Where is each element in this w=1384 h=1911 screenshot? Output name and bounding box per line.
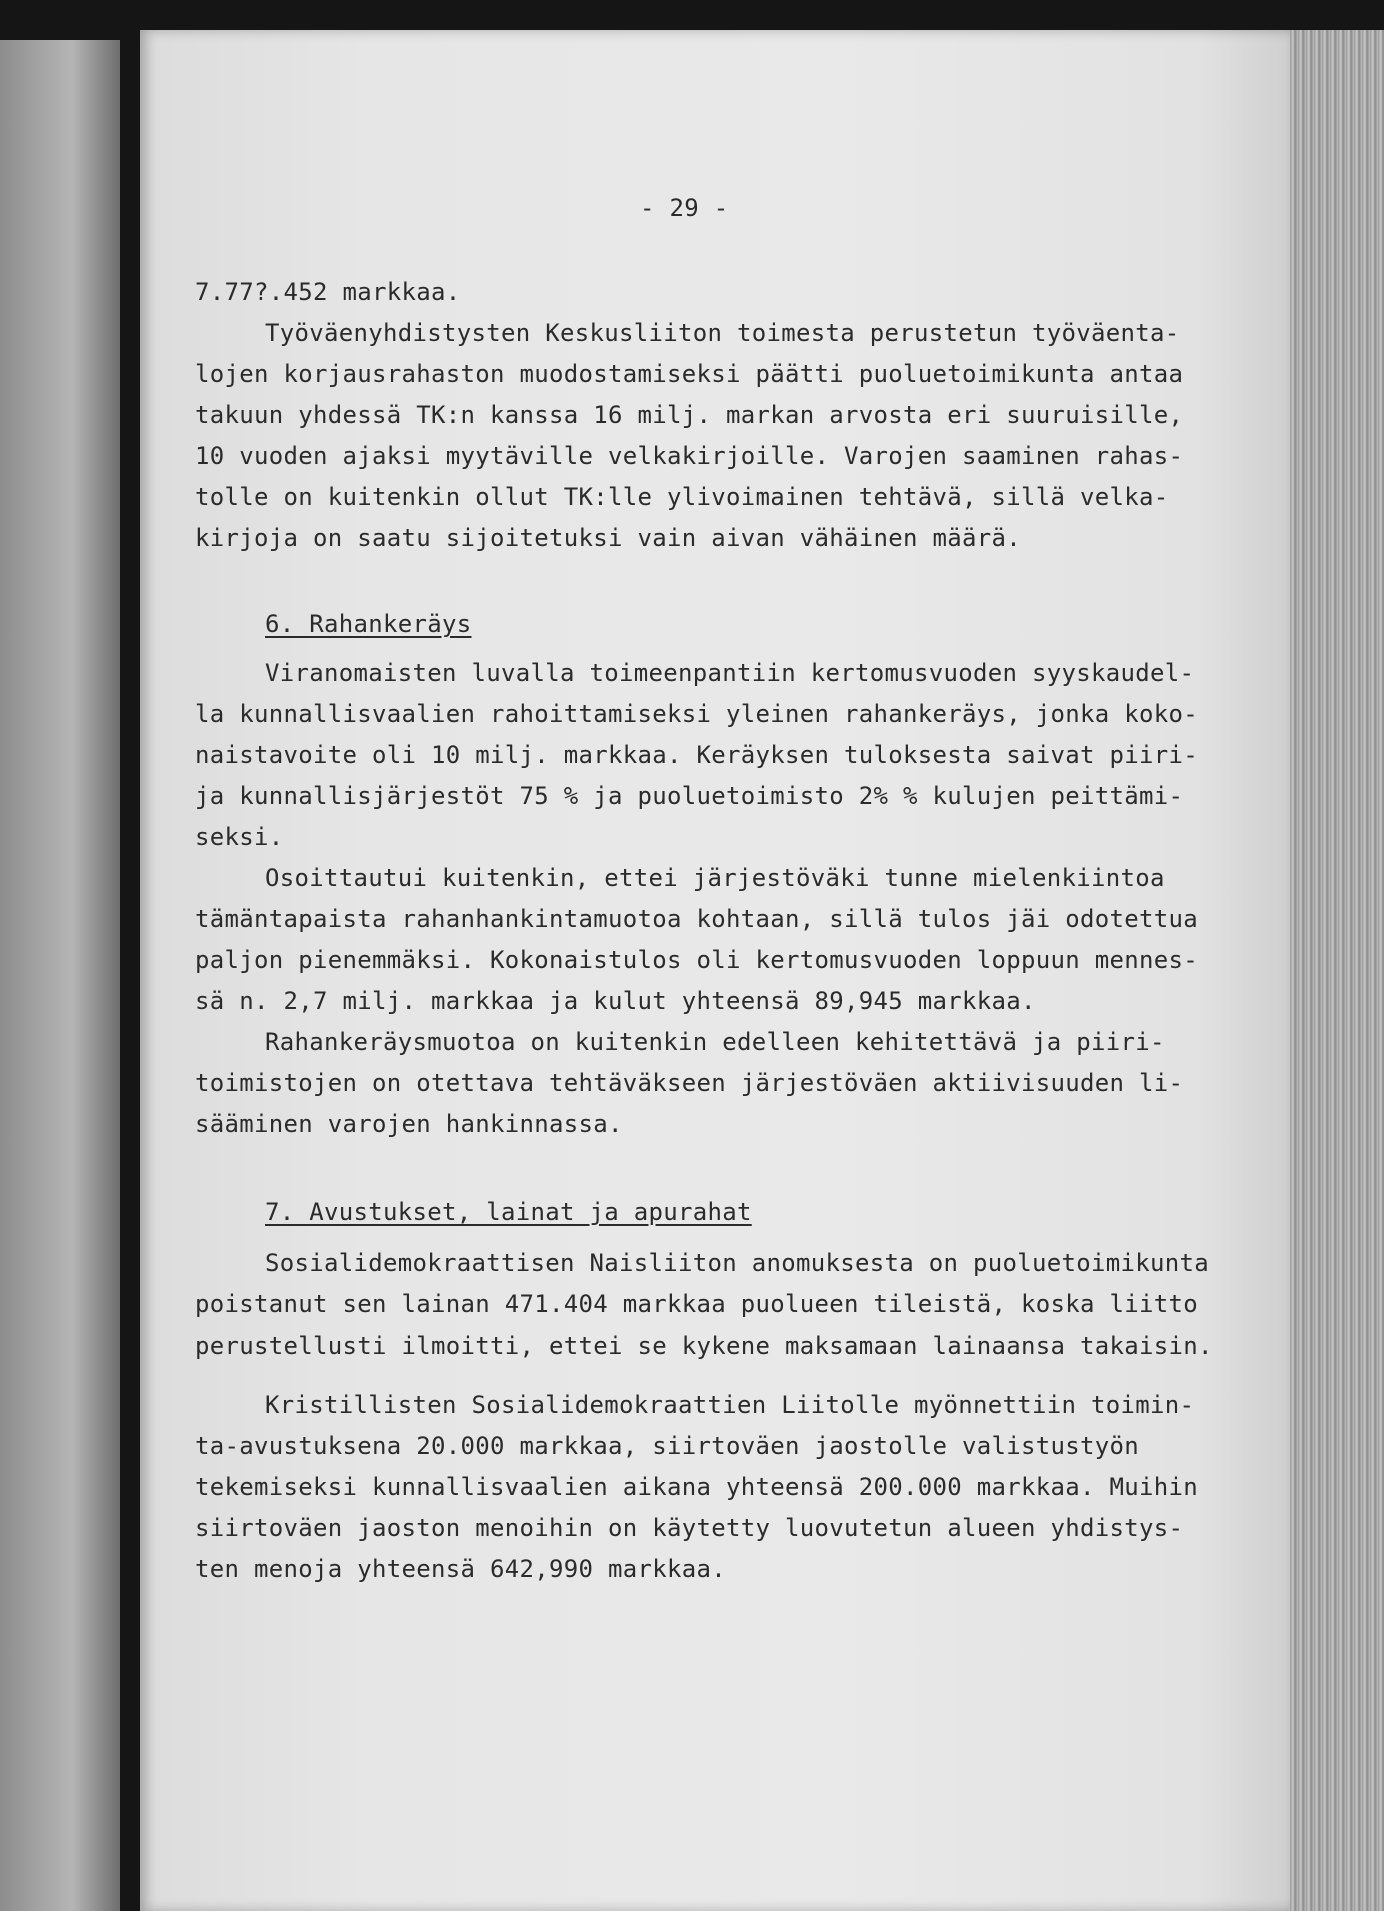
section-heading: 7. Avustukset, lainat ja apurahat (265, 1198, 752, 1226)
text-line: poistanut sen lainan 471.404 markkaa puolueen tileistä, koska liitto (195, 1290, 1198, 1318)
text-line: lojen korjausrahaston muodostamiseksi päätti puoluetoimikunta antaa (195, 360, 1184, 388)
text-line: Rahankeräysmuotoa on kuitenkin edelleen kehitettävä ja piiri- (265, 1028, 1165, 1056)
text-line: Sosialidemokraattisen Naisliiton anomuksesta on puoluetoimikunta (265, 1249, 1209, 1277)
text-line: 7.77?.452 markkaa. (195, 278, 461, 306)
text-line: tekemiseksi kunnallisvaalien aikana yhteensä 200.000 markkaa. Muihin (195, 1473, 1198, 1501)
text-line: ten menoja yhteensä 642,990 markkaa. (195, 1555, 726, 1583)
text-line: Kristillisten Sosialidemokraattien Liitolle myönnettiin toimin- (265, 1391, 1195, 1419)
text-line: sä n. 2,7 milj. markkaa ja kulut yhteensä 89,945 markkaa. (195, 987, 1036, 1015)
text-line: Osoittautui kuitenkin, ettei järjestöväki tunne mielenkiintoa (265, 864, 1165, 892)
page-number: - 29 - (640, 194, 729, 222)
text-line: 10 vuoden ajaksi myytäville velkakirjoille. Varojen saaminen rahas- (195, 442, 1184, 470)
book-page-edges (1290, 30, 1384, 1911)
text-line: seksi. (195, 823, 284, 851)
facing-page-edge (0, 40, 120, 1911)
text-line: siirtoväen jaoston menoihin on käytetty luovutetun alueen yhdistys- (195, 1514, 1184, 1542)
text-line: tämäntapaista rahanhankintamuotoa kohtaan, sillä tulos jäi odotettua (195, 905, 1198, 933)
text-line: ja kunnallisjärjestöt 75 % ja puoluetoimisto 2% % kulujen peittämi- (195, 782, 1184, 810)
section-heading: 6. Rahankeräys (265, 610, 472, 638)
text-line: Työväenyhdistysten Keskusliiton toimesta perustetun työväenta- (265, 319, 1180, 347)
text-line: ta-avustuksena 20.000 markkaa, siirtoväen jaostolle valistustyön (195, 1432, 1139, 1460)
text-line: Viranomaisten luvalla toimeenpantiin kertomusvuoden syyskaudel- (265, 659, 1195, 687)
text-line: paljon pienemmäksi. Kokonaistulos oli kertomusvuoden loppuun mennes- (195, 946, 1198, 974)
text-line: perustellusti ilmoitti, ettei se kykene maksamaan lainaansa takaisin. (195, 1332, 1213, 1360)
text-line: takuun yhdessä TK:n kanssa 16 milj. markan arvosta eri suuruisille, (195, 401, 1184, 429)
text-line: sääminen varojen hankinnassa. (195, 1110, 623, 1138)
text-line: toimistojen on otettava tehtäväkseen järjestöväen aktiivisuuden li- (195, 1069, 1184, 1097)
text-line: tolle on kuitenkin ollut TK:lle ylivoimainen tehtävä, sillä velka- (195, 483, 1169, 511)
text-line: naistavoite oli 10 milj. markkaa. Keräyksen tuloksesta saivat piiri- (195, 741, 1198, 769)
text-line: la kunnallisvaalien rahoittamiseksi yleinen rahankeräys, jonka koko- (195, 700, 1198, 728)
text-line: kirjoja on saatu sijoitetuksi vain aivan vähäinen määrä. (195, 524, 1021, 552)
